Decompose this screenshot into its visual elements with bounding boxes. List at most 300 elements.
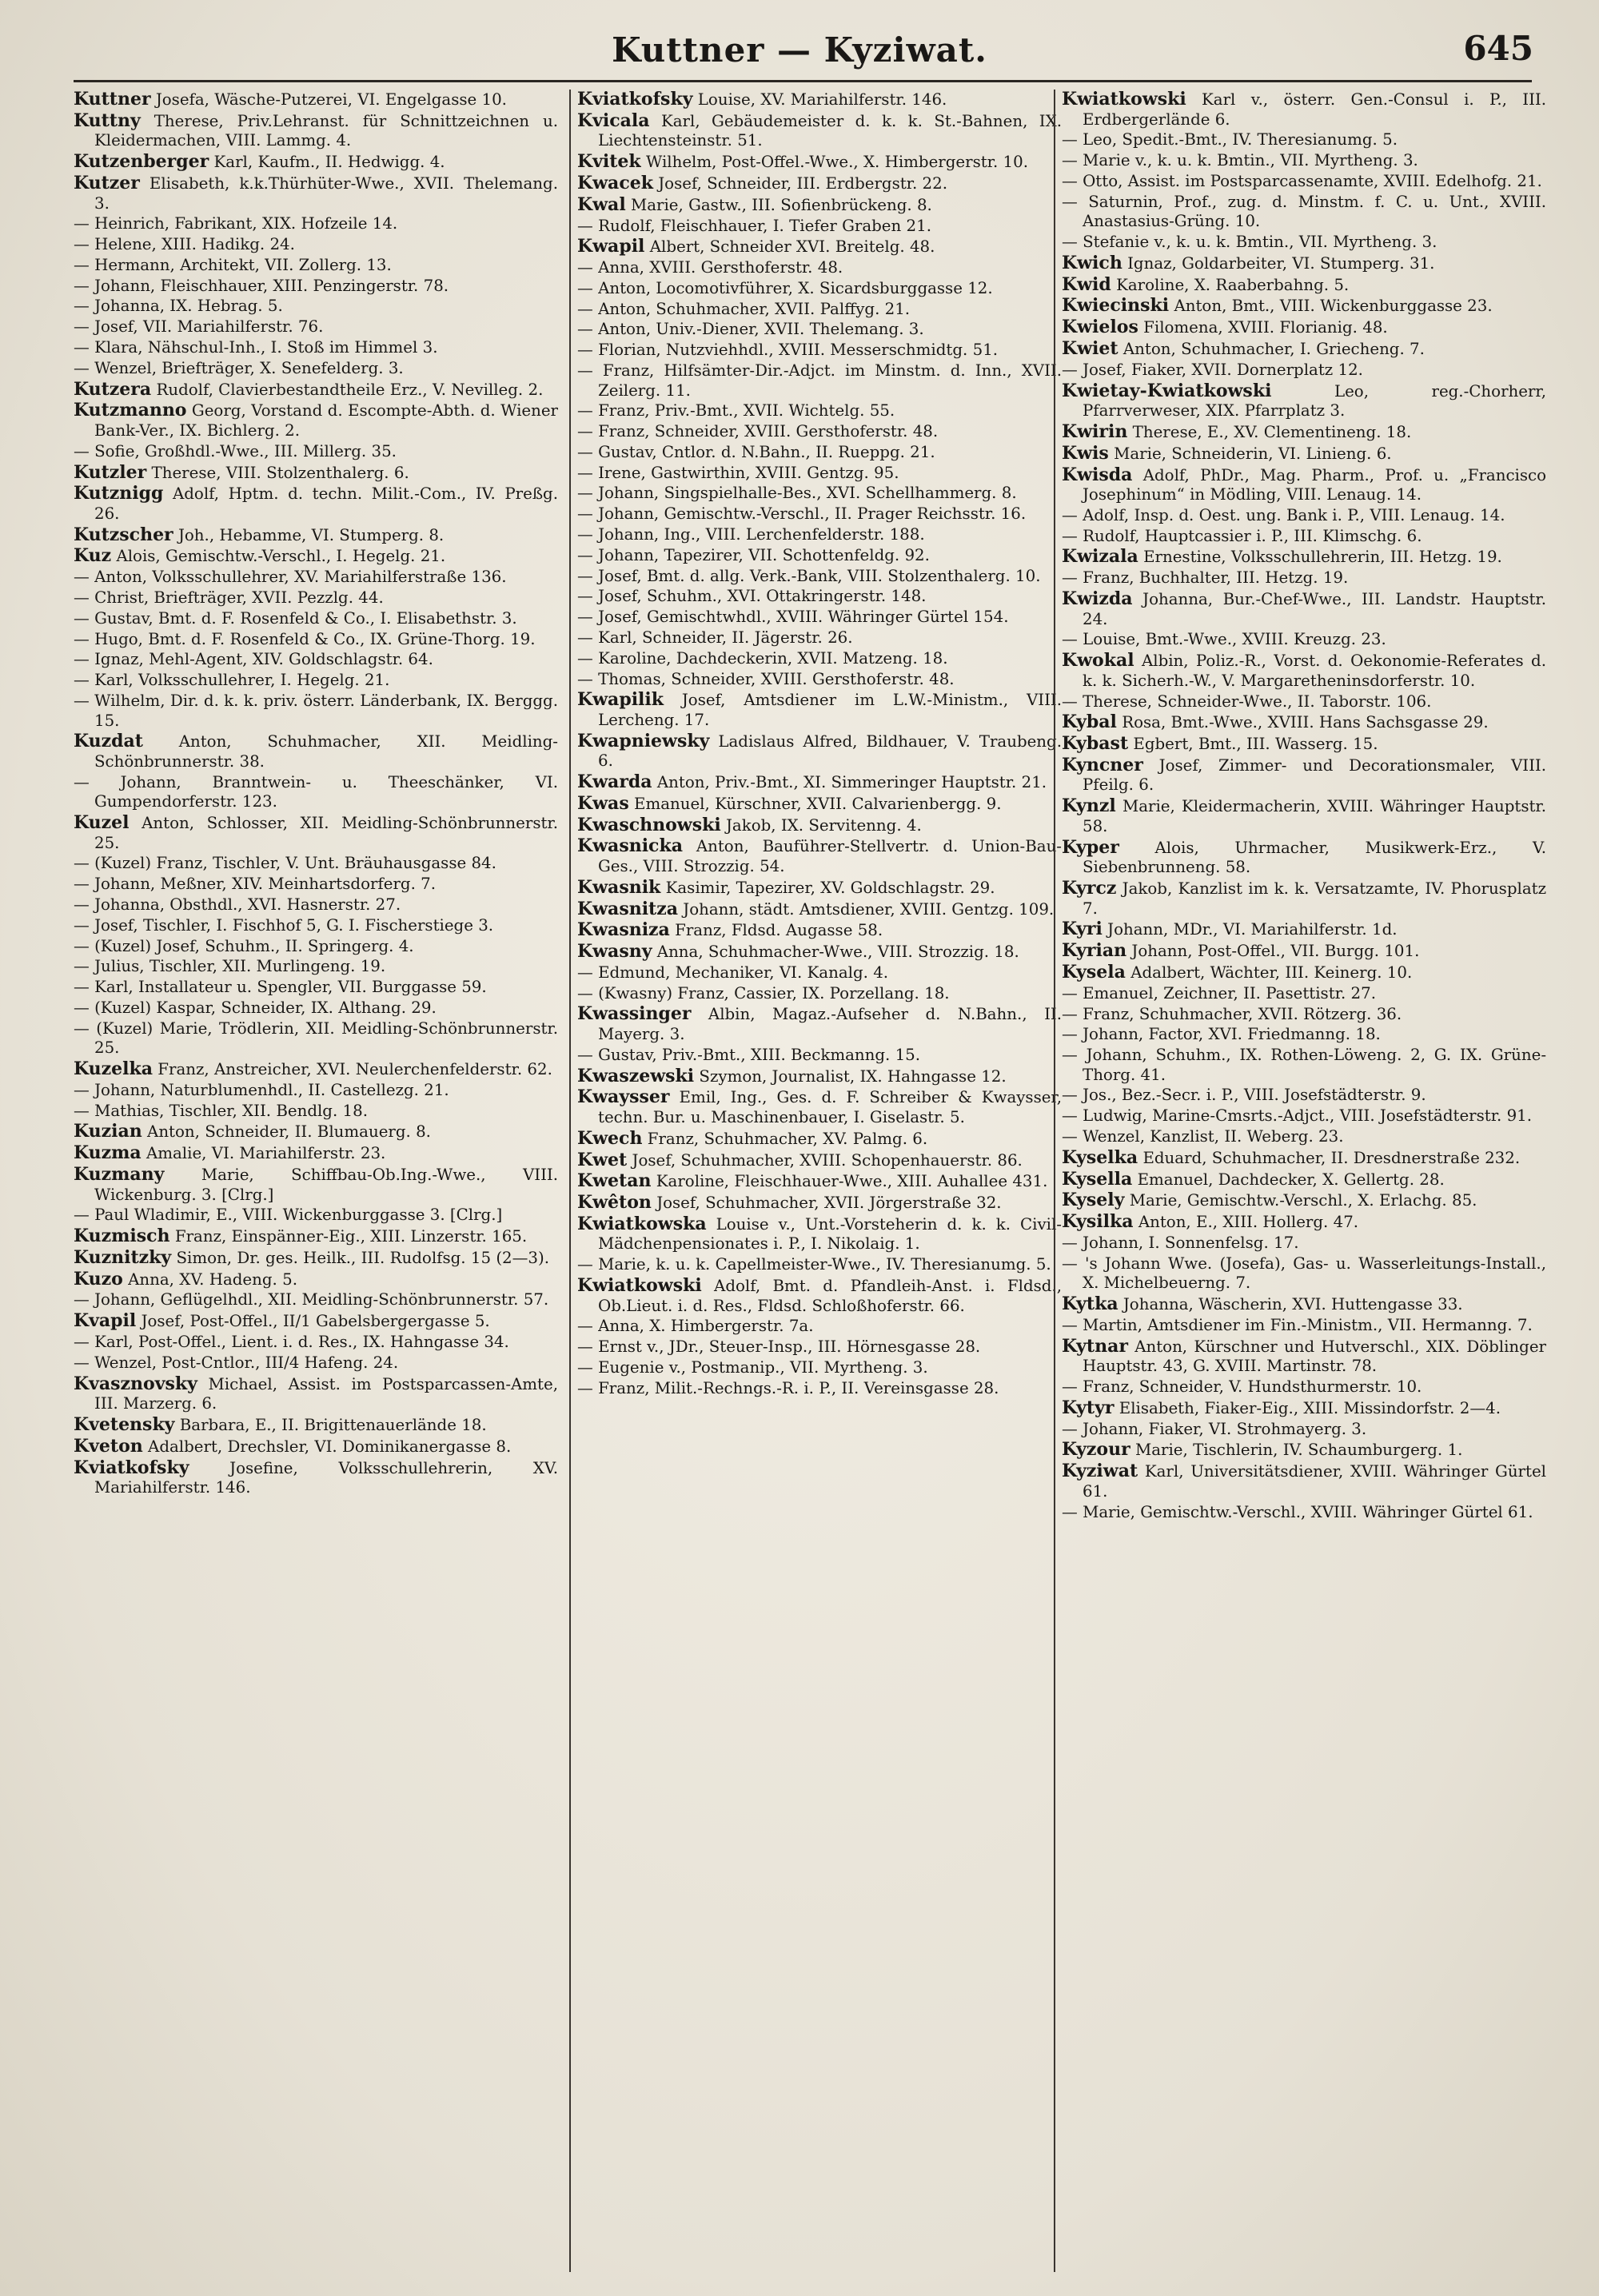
entry-details: Helene, XIII. Hadikg. 24. xyxy=(94,235,295,254)
directory-entry xyxy=(1062,651,1546,691)
entry-surname: — xyxy=(1062,233,1078,252)
entry-details: Albert, Schneider XVI. Breitelg. 48. xyxy=(649,237,935,257)
entry-surname: Kwokal xyxy=(1062,650,1134,672)
entry-surname: Kveton xyxy=(74,1435,143,1457)
entry-surname: — xyxy=(74,1333,90,1351)
entry-surname: — xyxy=(1062,630,1078,649)
entry-surname: Kyziwat xyxy=(1062,1461,1138,1482)
directory-entry xyxy=(1062,755,1546,795)
directory-entry xyxy=(1062,253,1546,274)
entry-details: Hugo, Bmt. d. F. Rosenfeld & Co., IX. Grüne-Thorg. 19. xyxy=(94,629,536,648)
directory-entry xyxy=(74,1311,558,1332)
directory-entry xyxy=(74,1333,558,1353)
entry-details: Jakob, IX. Servitenng. 4. xyxy=(725,815,922,835)
entry-details: Filomena, XVIII. Florianig. 48. xyxy=(1143,318,1388,337)
entry-details: Josef, Schuhmacher, XVIII. Schopenhauerstr. 86. xyxy=(632,1150,1023,1170)
entry-details: Karl, Installateur u. Spengler, VII. Burggasse 59. xyxy=(94,978,487,997)
entry-surname: — xyxy=(577,983,593,1003)
entry-details: Franz, Einspänner-Eig., XIII. Linzerstr. 165. xyxy=(174,1227,528,1246)
entry-details: Leo, Spedit.-Bmt., IV. Theresianumg. 5. xyxy=(1083,130,1398,149)
directory-entry xyxy=(74,1059,558,1080)
entry-surname: Kwech xyxy=(577,1127,643,1149)
entry-details: Marie, Gastw., III. Sofienbrückeng. 8. xyxy=(630,195,932,214)
directory-entry xyxy=(1062,193,1546,232)
directory-entry xyxy=(577,546,1062,566)
directory-entry xyxy=(1062,130,1546,150)
entry-details: Anton, Schuhmacher, XVII. Palffyg. 21. xyxy=(598,299,911,318)
entry-details: Marie, Gemischtw.-Verschl., XVIII. Währinger Gürtel 61. xyxy=(1083,1502,1533,1521)
entry-surname: — xyxy=(577,1045,593,1064)
entry-details: Thomas, Schneider, XVIII. Gersthoferstr. 48. xyxy=(598,669,955,688)
directory-entry xyxy=(1062,1440,1546,1461)
entry-surname: Kvicala xyxy=(577,110,650,131)
entry-surname: — xyxy=(577,628,593,647)
directory-entry xyxy=(1062,339,1546,360)
directory-entry xyxy=(1062,796,1546,836)
entry-surname: — xyxy=(1062,1086,1078,1105)
entry-surname: — xyxy=(74,1290,90,1309)
directory-entry xyxy=(577,504,1062,524)
directory-entry xyxy=(577,300,1062,320)
entry-details: Sofie, Großhdl.-Wwe., III. Millerg. 35. xyxy=(94,441,397,460)
directory-entry xyxy=(74,173,558,213)
entry-details: Anton, Univ.-Diener, XVII. Thelemang. 3. xyxy=(598,320,924,339)
directory-entry xyxy=(577,464,1062,484)
entry-details: Marie, Schiffbau-Ob.Ing.-Wwe., VIII. Wickenburg. 3. [Clrg.] xyxy=(94,1165,558,1204)
entry-surname: Kwiecinski xyxy=(1062,295,1170,317)
page-header xyxy=(0,14,1599,78)
entry-details: Simon, Dr. ges. Heilk., III. Rudolfsg. 15 (2—3). xyxy=(176,1248,549,1267)
entry-surname: Kysella xyxy=(1062,1168,1133,1190)
entry-details: Barbara, E., II. Brigittenauerlände 18. xyxy=(179,1415,487,1434)
directory-entry xyxy=(74,1081,558,1101)
entry-surname: — xyxy=(577,299,593,318)
entry-details: Johann, Ing., VIII. Lerchenfelderstr. 188. xyxy=(598,525,925,544)
entry-details: Rudolf, Hauptcassier i. P., III. Klimschg. 6. xyxy=(1083,526,1422,545)
entry-details: Eduard, Schuhmacher, II. Dresdnerstraße 232. xyxy=(1142,1148,1521,1167)
entry-surname: — xyxy=(74,214,90,233)
entry-details: Anton, Schuhmacher, I. Griecheng. 7. xyxy=(1122,340,1425,358)
entry-surname: Kviatkofsky xyxy=(74,1457,189,1478)
entry-surname: — xyxy=(577,484,593,503)
entry-surname: — xyxy=(577,401,593,421)
entry-surname: — xyxy=(1062,1233,1078,1252)
entry-surname: Kutzera xyxy=(74,378,152,400)
entry-details: Marie, Kleidermacherin, XVIII. Währinger Hauptstr. 58. xyxy=(1083,797,1546,835)
entry-details: Emanuel, Kürschner, XVII. Calvarienbergg. 9. xyxy=(634,794,1002,813)
entry-details: Johann, Tapezirer, VII. Schottenfeldg. 92. xyxy=(598,545,930,564)
entry-surname: — xyxy=(1062,983,1078,1003)
entry-details: Johann, Meßner, XIV. Meinhartsdorferg. 7. xyxy=(94,875,437,894)
entry-details: Johanna, Obsthdl., XVI. Hasnerstr. 27. xyxy=(94,895,401,914)
entry-details: Christ, Briefträger, XVII. Pezzlg. 44. xyxy=(94,588,384,607)
entry-surname: — xyxy=(74,317,90,337)
entry-surname: Kwiatkowski xyxy=(1062,90,1186,110)
entry-surname: — xyxy=(1062,1419,1078,1438)
entry-surname: — xyxy=(74,915,90,935)
entry-surname: Kysilka xyxy=(1062,1211,1134,1233)
entry-surname: — xyxy=(74,1101,90,1120)
directory-entry xyxy=(74,895,558,915)
entry-details: Adolf, Bmt. d. Pfandleih-Anst. i. Fldsd., Ob.Lieut. i. d. Res., Fldsd. Schloßhoferstr. 66. xyxy=(598,1277,1062,1315)
entry-details: Johann, Fiaker, VI. Strohmayerg. 3. xyxy=(1083,1419,1367,1438)
entry-details: Anton, Schlosser, XII. Meidling-Schönbrunnerstr. 25. xyxy=(94,814,558,852)
directory-entry xyxy=(1062,1234,1546,1254)
directory-entry xyxy=(1062,296,1546,317)
entry-surname: — xyxy=(74,875,90,894)
entry-surname: Kwetan xyxy=(577,1170,652,1192)
entry-details: (Kuzel) Marie, Trödlerin, XII. Meidling-Schönbrunnerstr. 25. xyxy=(94,1018,558,1058)
directory-entry xyxy=(1062,568,1546,588)
directory-entry xyxy=(577,942,1062,963)
entry-details: Alois, Uhrmacher, Musikwerk-Erz., V. Siebenbrunneng. 58. xyxy=(1083,838,1546,877)
entry-details: Otto, Assist. im Postsparcassenamte, XVIII. Edelhofg. 21. xyxy=(1083,171,1542,190)
entry-details: Elisabeth, k.k.Thürhüter-Wwe., XVII. Thelemang. 3. xyxy=(94,173,558,213)
entry-details: Johann, Branntwein- u. Theeschänker, VI. Gumpendorferstr. 123. xyxy=(94,772,558,811)
directory-entry xyxy=(74,999,558,1018)
entry-details: Wenzel, Post-Cntlor., III/4 Hafeng. 24. xyxy=(94,1353,399,1372)
entry-details: Johanna, Bur.-Chef-Wwe., III. Landstr. Hauptstr. 24. xyxy=(1083,590,1546,628)
entry-details: Ignaz, Goldarbeiter, VI. Stumperg. 31. xyxy=(1127,253,1435,273)
entry-details: Julius, Tischler, XII. Murlingeng. 19. xyxy=(94,957,386,976)
directory-entry xyxy=(1062,1127,1546,1147)
entry-surname: — xyxy=(1062,692,1078,711)
entry-surname: Kwizala xyxy=(1062,546,1138,568)
directory-entry xyxy=(1062,90,1546,130)
directory-entry xyxy=(74,692,558,731)
directory-entry xyxy=(1062,547,1546,568)
entry-surname: Kyzour xyxy=(1062,1439,1130,1461)
header-rule xyxy=(74,80,1532,82)
directory-entry xyxy=(1062,233,1546,253)
entry-details: Anton, E., XIII. Hollerg. 47. xyxy=(1138,1213,1359,1232)
directory-entry xyxy=(1062,984,1546,1004)
entry-details: 's Johann Wwe. (Josefa), Gas- u. Wasserleitungs-Install., X. Michelbeuerng. 7. xyxy=(1083,1254,1546,1293)
entry-details: Marie, Gemischtw.-Verschl., X. Erlachg. 85. xyxy=(1129,1191,1477,1210)
directory-entry xyxy=(1062,1148,1546,1169)
page-title: Kuttner — Kyziwat. xyxy=(612,30,987,70)
directory-entry xyxy=(1062,1212,1546,1233)
entry-details: Irene, Gastwirthin, XVIII. Gentzg. 95. xyxy=(598,463,899,482)
entry-surname: — xyxy=(577,442,593,461)
entry-surname: Kwarda xyxy=(577,771,652,793)
entry-surname: — xyxy=(74,671,90,690)
directory-entry xyxy=(74,484,558,524)
directory-entry xyxy=(74,1143,558,1164)
entry-details: Amalie, VI. Mariahilferstr. 23. xyxy=(146,1144,386,1163)
directory-entry xyxy=(74,978,558,998)
entry-surname: Kwet xyxy=(577,1149,628,1170)
directory-entry xyxy=(74,1248,558,1269)
entry-details: Martin, Amtsdiener im Fin.-Ministm., VII. Hermanng. 7. xyxy=(1083,1315,1533,1334)
entry-surname: Kwirin xyxy=(1062,421,1128,442)
directory-entry xyxy=(577,361,1062,401)
entry-surname: — xyxy=(577,341,593,360)
column-divider xyxy=(569,90,571,2272)
entry-surname: — xyxy=(74,772,90,791)
entry-details: Michael, Assist. im Postsparcassen-Amte, III. Marzerg. 6. xyxy=(94,1374,558,1413)
entry-surname: — xyxy=(577,566,593,585)
directory-entry xyxy=(74,671,558,691)
directory-entry xyxy=(74,773,558,812)
entry-surname: Kutzscher xyxy=(74,524,173,545)
entry-details: Marie, k. u. k. Capellmeister-Wwe., IV. Theresianumg. 5. xyxy=(598,1255,1051,1274)
entry-surname: — xyxy=(74,957,90,976)
entry-details: Wilhelm, Dir. d. k. k. priv. österr. Länderbank, IX. Berggg. 15. xyxy=(94,691,558,730)
directory-entry xyxy=(577,152,1062,173)
entry-details: Ludwig, Marine-Cmsrts.-Adjct., VIII. Josefstädterstr. 91. xyxy=(1083,1106,1533,1126)
entry-surname: Kwassinger xyxy=(577,1003,692,1025)
directory-entry xyxy=(577,1004,1062,1044)
entry-details: Louise, Bmt.-Wwe., XVIII. Kreuzg. 23. xyxy=(1083,630,1386,649)
entry-details: Leo, reg.-Chorherr, Pfarrverweser, XIX. Pfarrplatz 3. xyxy=(1083,381,1546,421)
directory-entry xyxy=(74,1353,558,1373)
entry-surname: Kwasniza xyxy=(577,919,670,941)
entry-surname: Kwis xyxy=(1062,442,1109,464)
entry-details: Albin, Poliz.-R., Vorst. d. Oekonomie-Referates d. k. k. Sicherh.-W., V. Margaretheninsdorferstr. 10. xyxy=(1083,652,1546,690)
entry-surname: Kuttner xyxy=(74,90,151,110)
entry-surname: Kuznitzky xyxy=(74,1246,172,1268)
directory-entry xyxy=(577,1150,1062,1171)
entry-surname: Kwid xyxy=(1062,273,1111,295)
entry-surname: — xyxy=(74,936,90,955)
entry-surname: Kytka xyxy=(1062,1293,1119,1315)
directory-entry xyxy=(74,1437,558,1457)
entry-surname: — xyxy=(1062,505,1078,524)
entry-surname: Kyncner xyxy=(1062,754,1143,775)
entry-details: Elisabeth, Fiaker-Eig., XIII. Missindorfstr. 2—4. xyxy=(1119,1398,1501,1417)
directory-entry xyxy=(577,567,1062,587)
directory-entry xyxy=(74,338,558,358)
entry-surname: Kwasnik xyxy=(577,876,661,898)
entry-surname: — xyxy=(74,588,90,607)
directory-entry xyxy=(1062,1461,1546,1501)
entry-surname: — xyxy=(74,568,90,587)
entry-details: Wilhelm, Post-Offel.-Wwe., X. Himbergerstr. 10. xyxy=(645,153,1029,172)
entry-surname: — xyxy=(1062,1502,1078,1521)
entry-details: Josef, Fiaker, XVII. Dornerplatz 12. xyxy=(1083,360,1363,379)
directory-entry xyxy=(577,1379,1062,1399)
entry-surname: Kwiatkowski xyxy=(577,1275,702,1297)
directory-entry xyxy=(577,649,1062,669)
entry-surname: Kwisda xyxy=(1062,464,1133,485)
directory-entry xyxy=(577,320,1062,340)
directory-entry xyxy=(74,111,558,151)
entry-surname: — xyxy=(577,1357,593,1377)
entry-surname: Kwal xyxy=(577,193,626,215)
entry-surname: — xyxy=(74,1018,90,1038)
directory-entry xyxy=(1062,692,1546,712)
directory-entry xyxy=(74,957,558,977)
entry-details: Josef, Post-Offel., II/1 Gabelsbergergasse 5. xyxy=(141,1312,490,1331)
entry-surname: Kviatkofsky xyxy=(577,90,693,110)
entry-surname: Kwasny xyxy=(577,941,652,963)
entry-surname: — xyxy=(1062,1315,1078,1334)
entry-details: Saturnin, Prof., zug. d. Minstm. f. C. u. Unt., XVIII. Anastasius-Grüng. 10. xyxy=(1083,192,1546,231)
entry-surname: Kwas xyxy=(577,792,629,814)
directory-entry xyxy=(74,152,558,173)
column-3 xyxy=(1062,90,1546,2272)
entry-surname: — xyxy=(74,1080,90,1099)
entry-surname: — xyxy=(74,235,90,254)
entry-surname: — xyxy=(74,998,90,1017)
entry-details: Anton, Volksschullehrer, XV. Mariahilferstraße 136. xyxy=(94,568,507,587)
entry-details: Franz, Anstreicher, XVI. Neulerchenfelderstr. 62. xyxy=(158,1060,552,1079)
entry-details: Anna, XVIII. Gersthoferstr. 48. xyxy=(598,258,843,277)
entry-surname: Kytyr xyxy=(1062,1397,1115,1418)
directory-entry xyxy=(1062,1025,1546,1045)
entry-details: Klara, Nähschul-Inh., I. Stoß im Himmel 3. xyxy=(94,338,438,357)
entry-details: Johann, städt. Amtsdiener, XVIII. Gentzg. 109. xyxy=(683,899,1055,919)
entry-surname: Kuzmany xyxy=(74,1163,165,1185)
entry-surname: Kysela xyxy=(1062,961,1126,983)
entry-details: (Kwasny) Franz, Cassier, IX. Porzellang. 18. xyxy=(598,983,950,1003)
entry-details: Anna, Schuhmacher-Wwe., VIII. Strozzig. 18. xyxy=(656,943,1019,962)
directory-entry xyxy=(1062,422,1546,443)
entry-surname: — xyxy=(1062,192,1078,211)
entry-details: Anton, Bmt., VIII. Wickenburggasse 23. xyxy=(1174,297,1493,316)
directory-entry xyxy=(1062,589,1546,629)
entry-surname: — xyxy=(74,629,90,648)
directory-entry xyxy=(1062,1337,1546,1377)
entry-surname: Kyselka xyxy=(1062,1146,1138,1168)
directory-entry xyxy=(577,1129,1062,1150)
entry-details: Gustav, Priv.-Bmt., XIII. Beckmanng. 15. xyxy=(598,1045,921,1064)
entry-details: Gustav, Bmt. d. F. Rosenfeld & Co., I. Elisabethstr. 3. xyxy=(94,608,517,628)
entry-surname: Kwêton xyxy=(577,1192,652,1214)
entry-surname: Kuzo xyxy=(74,1268,123,1290)
entry-details: Anton, Kürschner und Hutverschl., XIX. Döblinger Hauptstr. 43, G. XVIII. Martinstr. 78. xyxy=(1083,1337,1546,1376)
entry-surname: — xyxy=(577,1317,593,1336)
entry-details: Hermann, Architekt, VII. Zollerg. 13. xyxy=(94,255,392,274)
entry-surname: — xyxy=(1062,1254,1078,1273)
entry-details: Ernst v., JDr., Steuer-Insp., III. Hörnesgasse 28. xyxy=(598,1337,981,1357)
entry-surname: Kwiatkowska xyxy=(577,1213,707,1234)
entry-surname: Kybast xyxy=(1062,733,1129,755)
entry-surname: Kynzl xyxy=(1062,795,1116,817)
entry-surname: Kvasznovsky xyxy=(74,1373,197,1394)
directory-entry xyxy=(74,380,558,401)
directory-entry xyxy=(74,546,558,567)
entry-surname: — xyxy=(74,1206,90,1225)
directory-entry xyxy=(577,173,1062,194)
directory-entry xyxy=(577,1255,1062,1275)
page-number: 645 xyxy=(1463,29,1533,68)
entry-details: Emanuel, Dachdecker, X. Gellertg. 28. xyxy=(1137,1170,1445,1189)
directory-entry xyxy=(74,525,558,546)
entry-details: Florian, Nutzviehhdl., XVIII. Messerschmidtg. 51. xyxy=(598,341,999,360)
entry-surname: — xyxy=(74,608,90,628)
directory-entry xyxy=(577,608,1062,628)
entry-surname: — xyxy=(577,963,593,982)
entry-surname: — xyxy=(1062,1025,1078,1044)
directory-entry xyxy=(74,1226,558,1247)
entry-surname: — xyxy=(1062,1106,1078,1126)
directory-entry xyxy=(577,899,1062,920)
directory-entry xyxy=(1062,361,1546,381)
directory-entry xyxy=(577,195,1062,216)
directory-entry xyxy=(1062,275,1546,296)
directory-entry xyxy=(1062,527,1546,547)
directory-entry xyxy=(577,1087,1062,1127)
entry-details: Anna, XV. Hadeng. 5. xyxy=(128,1270,297,1289)
entry-details: Josef, Gemischtwhdl., XVIII. Währinger Gürtel 154. xyxy=(598,608,1009,627)
directory-entry xyxy=(577,731,1062,771)
entry-details: Franz, Hilfsämter-Dir.-Adjct. im Minstm. d. Inn., XVII. Zeilerg. 11. xyxy=(598,361,1062,400)
directory-entry xyxy=(1062,1316,1546,1336)
directory-entry xyxy=(1062,838,1546,878)
entry-details: (Kuzel) Franz, Tischler, V. Unt. Bräuhausgasse 84. xyxy=(94,854,496,873)
entry-surname: Kuzmisch xyxy=(74,1226,170,1247)
entry-details: Marie, Tischlerin, IV. Schaumburgerg. 1. xyxy=(1134,1441,1463,1460)
entry-surname: — xyxy=(74,276,90,295)
entry-surname: — xyxy=(577,422,593,441)
entry-surname: — xyxy=(577,648,593,668)
directory-entry xyxy=(577,217,1062,237)
entry-details: Ignaz, Mehl-Agent, XIV. Goldschlagstr. 64. xyxy=(94,650,433,669)
entry-details: Albin, Magaz.-Aufseher d. N.Bahn., II. Mayerg. 3. xyxy=(598,1005,1062,1044)
entry-surname: — xyxy=(74,338,90,357)
entry-surname: Kvitek xyxy=(577,151,641,173)
entry-details: Karoline, X. Raaberbahng. 5. xyxy=(1116,275,1350,294)
entry-surname: Kwapilik xyxy=(577,689,664,711)
entry-details: Josef, Schuhm., XVI. Ottakringerstr. 148. xyxy=(598,587,927,606)
entry-details: Josef, Bmt. d. allg. Verk.-Bank, VIII. Stolzenthalerg. 10. xyxy=(598,566,1041,585)
entry-surname: — xyxy=(577,320,593,339)
entry-details: Anton, Schuhmacher, XII. Meidling-Schönbrunnerstr. 38. xyxy=(94,732,558,771)
directory-entry xyxy=(577,1066,1062,1087)
directory-entry xyxy=(577,401,1062,421)
directory-entry xyxy=(74,1290,558,1310)
entry-details: Johann, Fleischhauer, XIII. Penzingerstr. 78. xyxy=(94,276,449,295)
entry-surname: Kvetensky xyxy=(74,1413,175,1435)
entry-surname: — xyxy=(577,504,593,524)
directory-entry xyxy=(577,1193,1062,1214)
entry-surname: — xyxy=(1062,151,1078,170)
directory-entry xyxy=(1062,506,1546,526)
entry-surname: — xyxy=(577,545,593,564)
entry-surname: Kwiet xyxy=(1062,338,1119,359)
directory-entry xyxy=(74,277,558,297)
entry-surname: — xyxy=(74,358,90,377)
entry-surname: Kvapil xyxy=(74,1310,137,1332)
directory-entry xyxy=(577,1276,1062,1316)
directory-entry xyxy=(74,875,558,895)
entry-details: Karl v., österr. Gen.-Consul i. P., III. Erdbergerlände 6. xyxy=(1083,90,1546,129)
directory-entry xyxy=(74,463,558,484)
entry-surname: Kuttny xyxy=(74,110,141,131)
entry-details: Alois, Gemischtw.-Verschl., I. Hegelg. 21. xyxy=(116,547,446,566)
entry-surname: Kwietay-Kwiatkowski xyxy=(1062,380,1272,401)
entry-details: Johann, Gemischtw.-Verschl., II. Prager Reichsstr. 16. xyxy=(598,504,1027,524)
directory-entry xyxy=(74,731,558,771)
entry-surname: Kwizda xyxy=(1062,588,1133,609)
entry-details: Adolf, Hptm. d. techn. Milit.-Com., IV. Preßg. 26. xyxy=(94,484,558,523)
entry-details: Anna, X. Himbergerstr. 7a. xyxy=(598,1317,814,1336)
directory-entry xyxy=(1062,1005,1546,1025)
directory-entry xyxy=(577,772,1062,793)
entry-details: Johanna, IX. Hebrag. 5. xyxy=(94,297,283,316)
entry-surname: Kysely xyxy=(1062,1190,1125,1211)
directory-entry xyxy=(577,1317,1062,1337)
directory-entry xyxy=(577,878,1062,899)
directory-entry xyxy=(577,690,1062,730)
directory-entry xyxy=(74,588,558,608)
directory-entry xyxy=(1062,172,1546,192)
directory-entry xyxy=(74,317,558,337)
directory-entry xyxy=(577,628,1062,648)
entry-surname: — xyxy=(74,854,90,873)
